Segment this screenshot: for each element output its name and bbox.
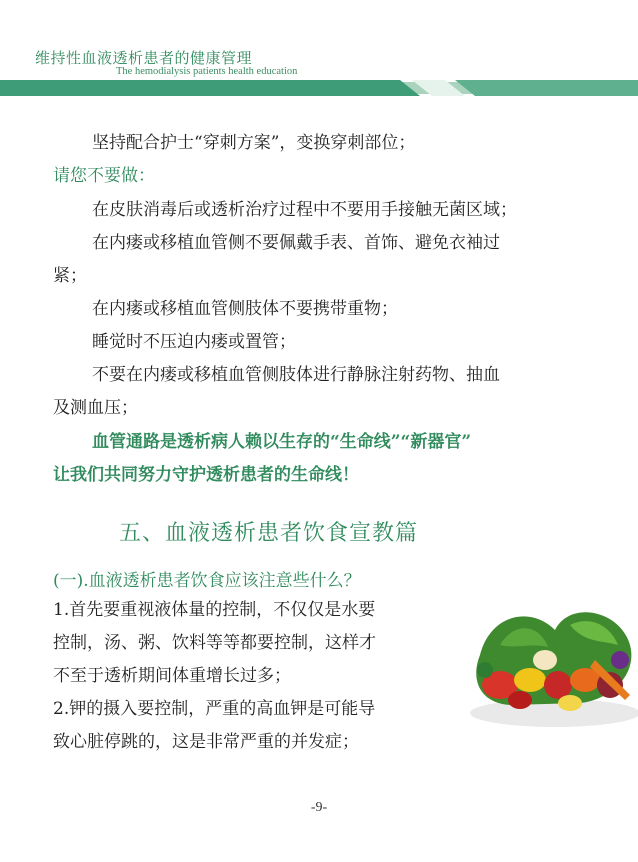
paragraph-no-injection-line2: 及测血压； [53, 398, 138, 418]
paragraph-no-watch-line2: 紧； [53, 266, 87, 286]
header-title: 维持性血液透析患者的健康管理 [35, 49, 253, 67]
page-header [0, 0, 638, 96]
item1-line2: 控制，汤、粥、饮料等等都要控制，这样才 [53, 633, 376, 653]
section-heading: 五、血液透析患者饮食宣教篇 [119, 521, 419, 546]
page-number: -9- [310, 800, 328, 815]
paragraph-no-injection-line1: 不要在内瘘或移植血管侧肢体进行静脉注射药物、抽血 [92, 365, 500, 385]
item2-line1: 2.钾的摄入要控制，严重的高血钾是可能导 [53, 699, 376, 719]
paragraph-puncture-plan: 坚持配合护士“穿刺方案”，变换穿刺部位； [92, 133, 416, 153]
item2-line2: 致心脏停跳的，这是非常严重的并发症； [53, 732, 359, 752]
item1-line3: 不至于透析期间体重增长过多； [53, 666, 291, 686]
dont-heading: 请您不要做： [53, 166, 155, 186]
highlight-lifeline-line1: 血管通路是透析病人赖以生存的“生命线”“新器官” [92, 432, 472, 452]
vegetables-image [460, 585, 638, 735]
paragraph-no-watch-line1: 在内瘘或移植血管侧不要佩戴手表、首饰、避免衣袖过 [92, 233, 500, 253]
header-band [0, 80, 638, 96]
paragraph-sleep: 睡觉时不压迫内瘘或置管； [92, 332, 296, 352]
header-subtitle: The hemodialysis patients health education [116, 66, 298, 77]
paragraph-no-heavy: 在内瘘或移植血管侧肢体不要携带重物； [92, 299, 398, 319]
paragraph-no-touch: 在皮肤消毒后或透析治疗过程中不要用手接触无菌区域； [92, 200, 517, 220]
subsection-question: (一).血液透析患者饮食应该注意些什么？ [53, 571, 361, 591]
highlight-lifeline-line2: 让我们共同努力守护透析患者的生命线！ [53, 465, 359, 485]
item1-line1: 1.首先要重视液体量的控制，不仅仅是水要 [53, 600, 376, 620]
